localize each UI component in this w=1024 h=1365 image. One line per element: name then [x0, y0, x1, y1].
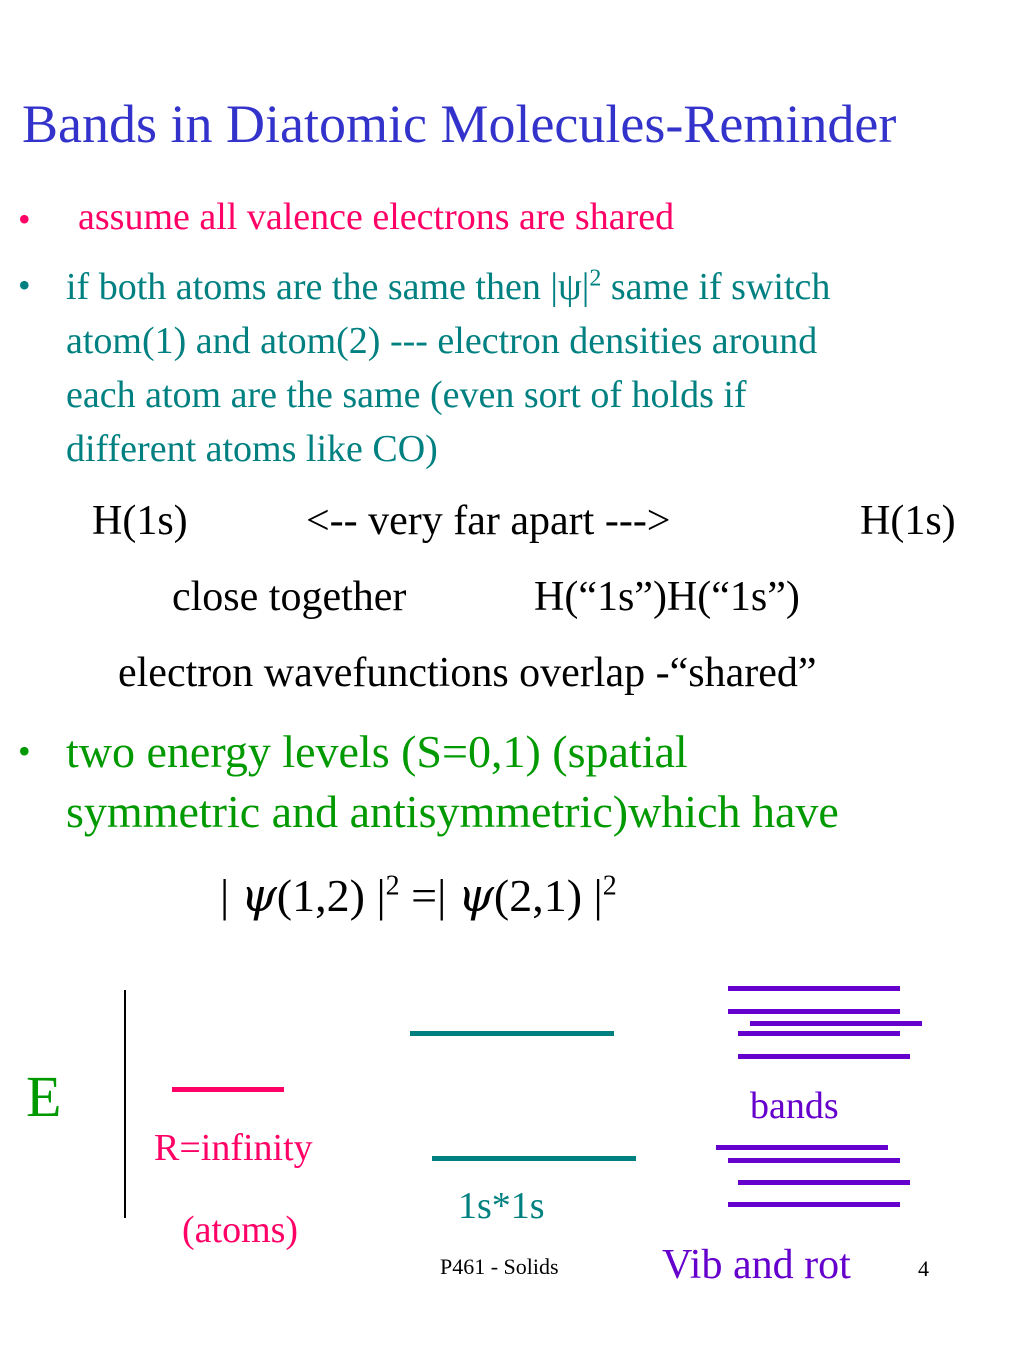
superscript: 2 — [589, 265, 602, 292]
band-line — [728, 1009, 900, 1014]
close-together-text: close together — [172, 574, 407, 620]
band-line — [728, 1202, 900, 1207]
eq-arg: (2,1) — [493, 870, 583, 921]
page-number: 4 — [918, 1256, 929, 1281]
psi-symbol: ψ — [457, 868, 494, 922]
h-atom-left: H(1s) — [92, 498, 188, 544]
h-atom-right: H(1s) — [860, 498, 956, 544]
bullet-line: symmetric and antisymmetric)which have — [66, 786, 839, 837]
eq-exponent: 2 — [602, 870, 617, 902]
band-line — [738, 1180, 910, 1185]
energy-label: E — [26, 1064, 62, 1129]
bullet-marker: • — [18, 199, 31, 239]
bullet-line: each atom are the same (even sort of holds if — [66, 374, 747, 416]
antibonding-level-line — [410, 1031, 614, 1036]
energy-axis — [124, 990, 126, 1218]
bullet-line: if both atoms are the same then |ψ| — [66, 266, 590, 308]
atoms-label: (atoms) — [182, 1209, 299, 1251]
bonding-level-line — [432, 1156, 636, 1161]
bullet-line: two energy levels (S=0,1) (spatial — [66, 726, 688, 777]
bullet-energy-levels — [66, 722, 839, 842]
slide-title: Bands in Diatomic Molecules-Reminder — [22, 94, 897, 154]
eq-bar: | — [376, 870, 386, 921]
bullet-same-atoms — [66, 260, 830, 476]
eq-bar: | — [437, 870, 447, 921]
eq-bar: | — [220, 870, 230, 921]
orbital-label: 1s*1s — [458, 1185, 545, 1227]
bullet-line: atom(1) and atom(2) --- electron densities around — [66, 320, 818, 362]
overlap-text: electron wavefunctions overlap -“shared” — [118, 650, 817, 696]
symmetry-equation — [220, 868, 617, 923]
vib-rot-label: Vib and rot — [662, 1242, 851, 1288]
atomic-level-line — [172, 1087, 284, 1092]
band-line — [750, 1021, 922, 1026]
bullet-shared-electrons: assume all valence electrons are shared — [78, 196, 675, 238]
r-infinity-label: R=infinity — [154, 1127, 313, 1169]
band-line — [728, 1158, 900, 1163]
bullet-marker: • — [18, 265, 31, 305]
eq-arg: (1,2) — [276, 870, 365, 921]
h-pair-text: H(“1s”)H(“1s”) — [534, 574, 800, 620]
bullet-line: different atoms like CO) — [66, 428, 438, 470]
far-apart-text: <-- very far apart ---> — [306, 498, 671, 544]
band-line — [728, 986, 900, 991]
band-line — [716, 1145, 888, 1150]
eq-bar: | — [593, 870, 603, 921]
psi-symbol: ψ — [240, 868, 277, 922]
slide-footer: P461 - Solids — [440, 1254, 559, 1279]
bullet-line: same if switch — [601, 266, 831, 308]
eq-exponent: 2 — [385, 870, 400, 902]
band-line — [738, 1054, 910, 1059]
band-line — [738, 1031, 900, 1036]
bands-label: bands — [750, 1085, 839, 1127]
eq-equals: = — [411, 870, 438, 921]
bullet-marker: • — [18, 731, 31, 771]
